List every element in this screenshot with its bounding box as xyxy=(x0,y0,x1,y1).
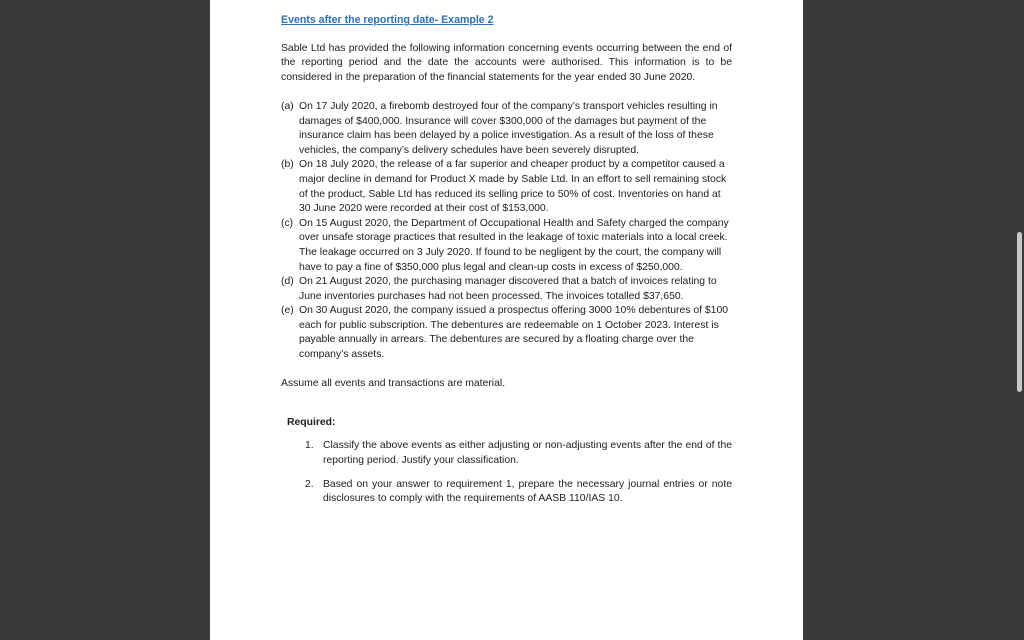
requirement-text: Based on your answer to requirement 1, prepare the necessary journal entries or note disclosures to comply with the requirements of AASB 110/IAS 10. xyxy=(323,478,732,505)
event-label: (a) xyxy=(281,100,294,112)
vertical-scrollbar[interactable] xyxy=(1015,0,1024,640)
page-content xyxy=(281,13,732,516)
document-page xyxy=(210,0,803,640)
event-item-d xyxy=(281,275,732,304)
requirement-number: 2. xyxy=(305,478,314,490)
event-label: (b) xyxy=(281,159,294,171)
event-item-b xyxy=(281,158,732,216)
event-label: (e) xyxy=(281,305,294,317)
events-list xyxy=(281,100,732,363)
event-text: On 21 August 2020, the purchasing manager discovered that a batch of invoices relating to June inventories purchases had not been processed. The invoices totalled $37,650. xyxy=(299,276,717,302)
scrollbar-thumb[interactable] xyxy=(1017,232,1022,392)
requirement-number: 1. xyxy=(305,440,314,452)
event-text: On 18 July 2020, the release of a far superior and cheaper product by a competitor caused a major decline in demand for Product X made by Sable Ltd. In an effort to sell remaining stock of the product, Sable Ltd has reduced its selling price to 50% of cost. Inventories on hand at 30 June 2020 were recorded at their cost of $153,000. xyxy=(299,159,727,215)
requirement-item-1 xyxy=(281,439,732,468)
requirement-text: Classify the above events as either adjusting or non-adjusting events after the end of the reporting period. Justify your classification. xyxy=(323,440,732,467)
assumption-note: Assume all events and transactions are material. xyxy=(281,378,506,390)
intro-paragraph: Sable Ltd has provided the following information concerning events occurring between the end of the reporting period and the date the accounts were authorised. This information is to be considered in the preparation of the financial statements for the year ended 30 June 2020. xyxy=(281,42,732,83)
event-text: On 17 July 2020, a firebomb destroyed four of the company’s transport vehicles resulting in damages of $400,000. Insurance will cover $300,000 of the damages but payment of the insurance claim has been delayed by a police investigation. As a result of the loss of these vehicles, the company’s delivery schedules have been severely disrupted. xyxy=(299,100,718,156)
event-text: On 30 August 2020, the company issued a prospectus offering 3000 10% debentures of $100 each for public subscription. The debentures are redeemable on 1 October 2023. Interest is payable annually in arrears. The debentures are secured by a floating charge over the company’s assets. xyxy=(299,305,729,361)
event-label: (d) xyxy=(281,276,294,288)
required-heading: Required: xyxy=(287,416,336,428)
event-label: (c) xyxy=(281,217,294,229)
event-item-e xyxy=(281,304,732,362)
requirements-list xyxy=(281,439,732,506)
requirement-item-2 xyxy=(281,478,732,507)
event-item-c xyxy=(281,217,732,275)
document-title: Events after the reporting date- Example 2 xyxy=(281,14,494,26)
event-item-a xyxy=(281,100,732,158)
event-text: On 15 August 2020, the Department of Occupational Health and Safety charged the company over unsafe storage practices that resulted in the leakage of toxic materials into a local creek. The leakage occurred on 3 July 2020. If found to be negligent by the court, the company will have to pay a fine of $350,000 plus legal and clean-up costs in excess of $250,000. xyxy=(299,217,729,273)
